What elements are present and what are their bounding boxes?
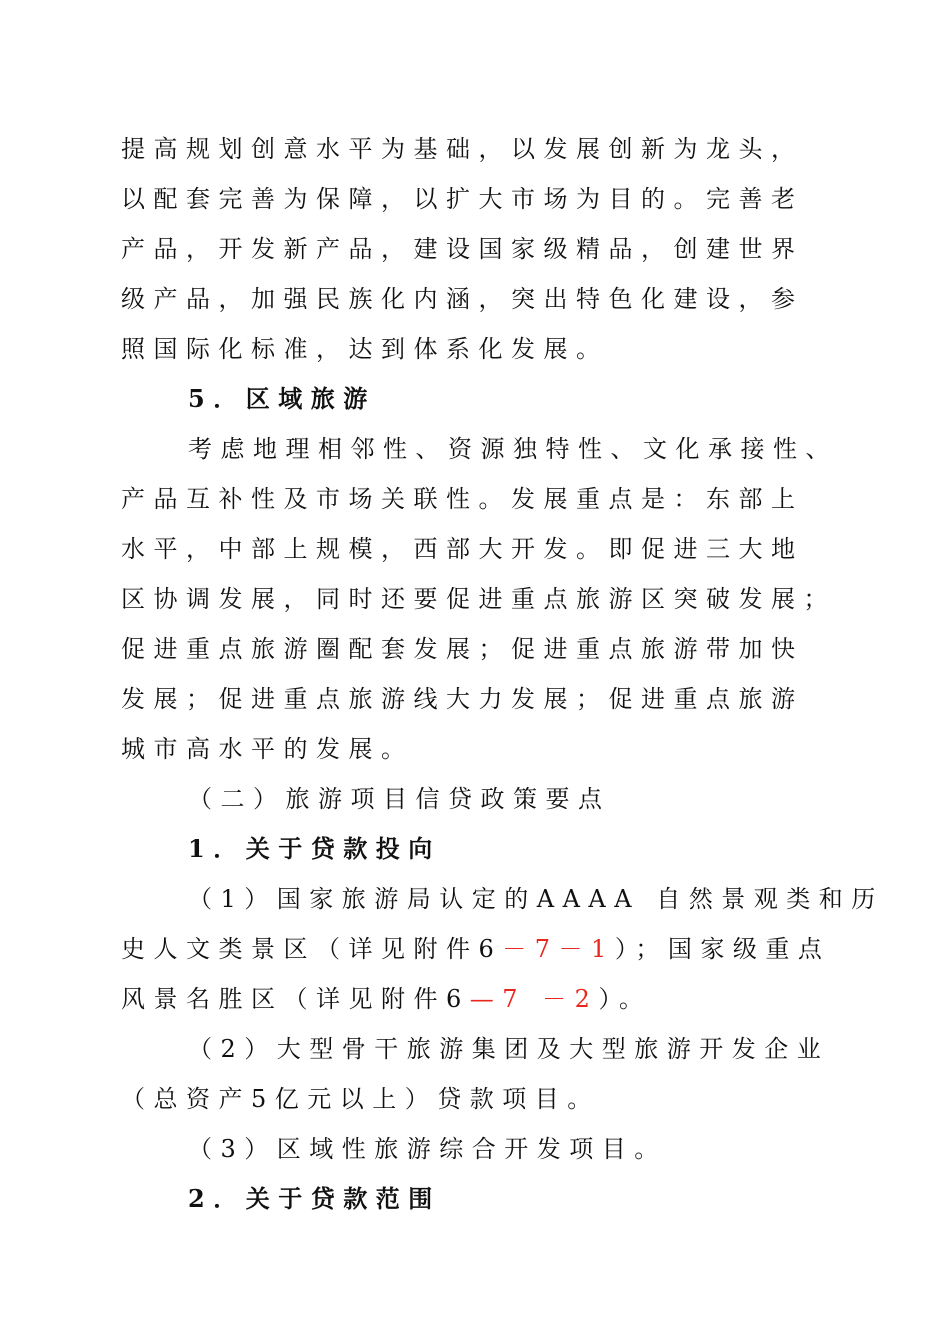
text-run: 史人文类景区（详见附件6 (121, 935, 503, 963)
paragraph-line: 以配套完善为保障，以扩大市场为目的。完善老 (121, 185, 804, 213)
section-heading: （二）旅游项目信贷政策要点 (188, 785, 611, 813)
subsection-heading: 1．关于贷款投向 (188, 834, 441, 863)
list-item-line: （2）大型骨干旅游集团及大型旅游开发企业 (188, 1035, 830, 1063)
paragraph-line: 发展；促进重点旅游线大力发展；促进重点旅游 (121, 685, 804, 713)
list-item-line: （总资产5亿元以上）贷款项目。 (121, 1085, 600, 1113)
paragraph-line: 城市高水平的发展。 (121, 735, 414, 763)
paragraph-line: 促进重点旅游圈配套发展；促进重点旅游带加快 (121, 635, 804, 663)
list-item-line (121, 984, 651, 1014)
paragraph-line: 水平，中部上规模，西部大开发。即促进三大地 (121, 535, 804, 563)
text-run: ）。 (598, 985, 652, 1013)
paragraph-line: 区协调发展，同时还要促进重点旅游区突破发展； (121, 585, 836, 613)
list-item-line: （1）国家旅游局认定的AAAA 自然景观类和历 (188, 885, 884, 913)
paragraph-line: 级产品，加强民族化内涵，突出特色化建设，参 (121, 285, 804, 313)
appendix-reference: －7－1 (502, 935, 615, 963)
list-item-line (121, 934, 830, 964)
list-item-line: （3）区域性旅游综合开发项目。 (188, 1135, 667, 1163)
paragraph-line: 考虑地理相邻性、资源独特性、文化承接性、 (188, 435, 838, 463)
paragraph-line: 照国际化标准，达到体系化发展。 (121, 335, 609, 363)
text-run: ）；国家级重点 (614, 935, 831, 963)
paragraph-line: 提高规划创意水平为基础，以发展创新为龙头， (121, 135, 804, 163)
text-run: 风景名胜区（详见附件6 (121, 985, 470, 1013)
paragraph-line: 产品，开发新产品，建设国家级精品，创建世界 (121, 235, 804, 263)
appendix-reference: —7 －2 (469, 985, 599, 1013)
section-heading: 5．区域旅游 (188, 384, 376, 413)
paragraph-line: 产品互补性及市场关联性。发展重点是：东部上 (121, 485, 804, 513)
subsection-heading: 2．关于贷款范围 (188, 1184, 441, 1213)
